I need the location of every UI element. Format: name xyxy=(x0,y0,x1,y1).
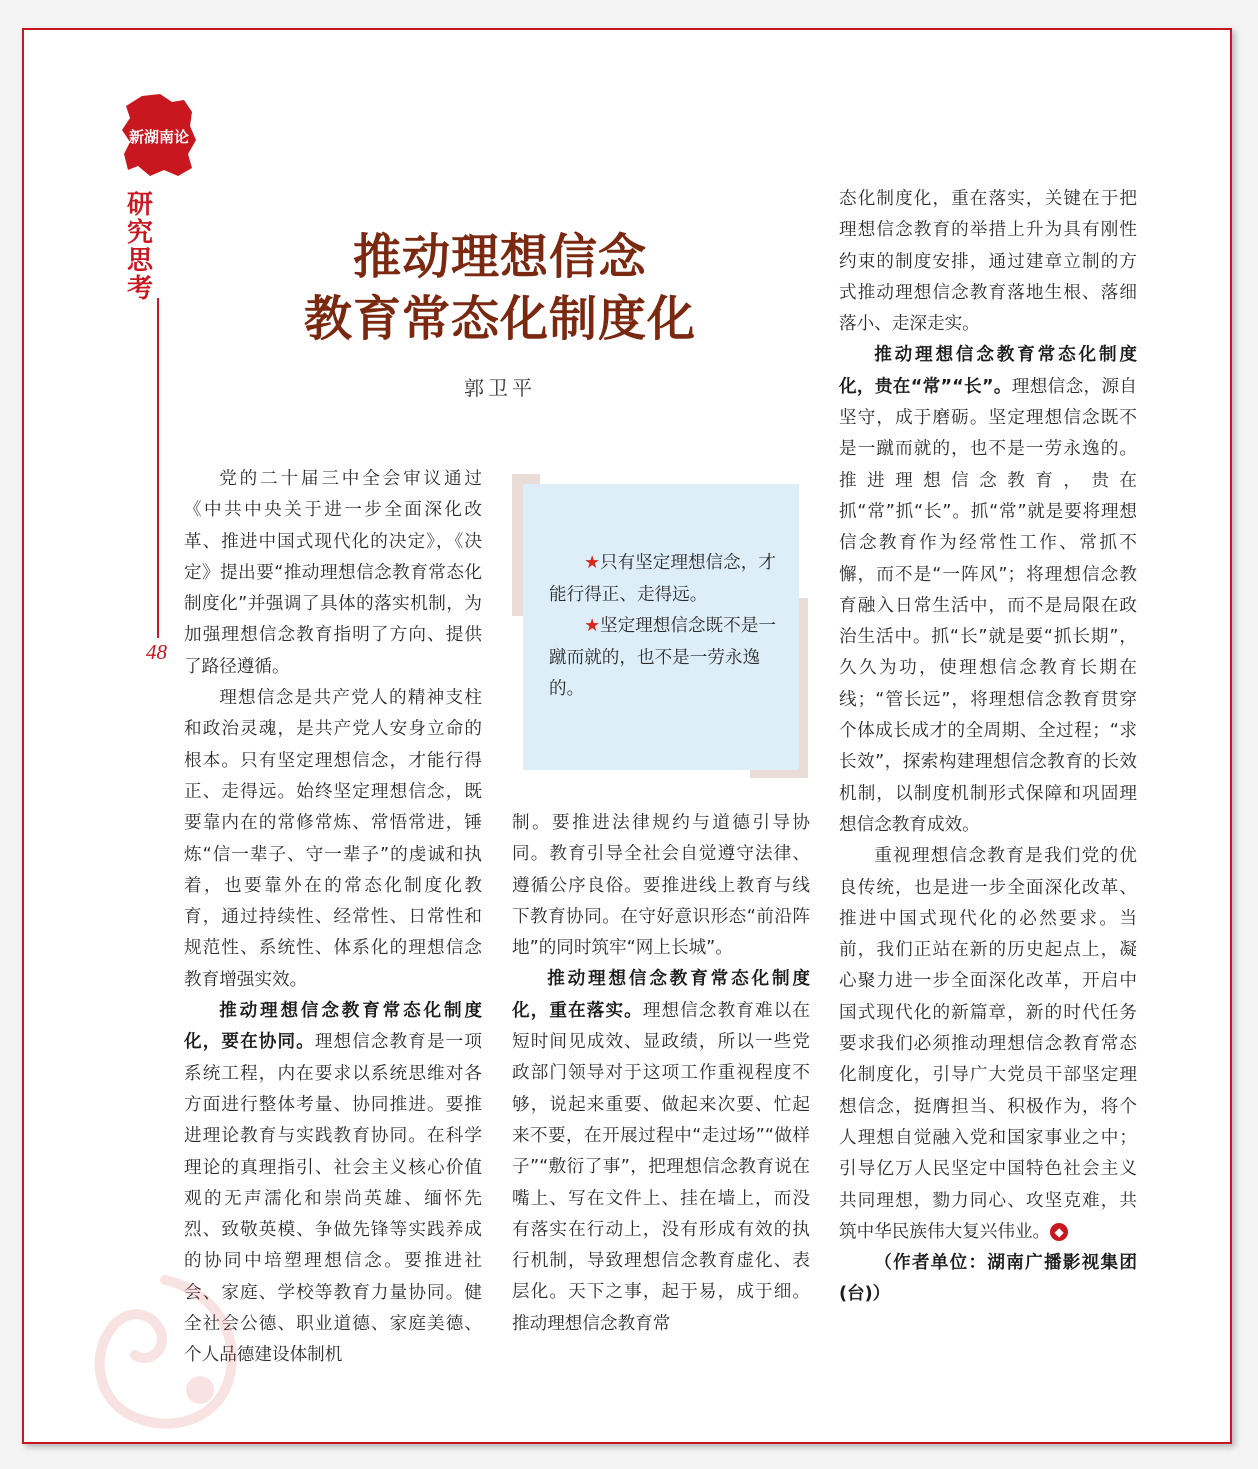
decorative-ornament xyxy=(80,1270,250,1440)
page-number: 48 xyxy=(146,640,167,664)
star-icon: ★ xyxy=(584,553,600,573)
text-column-1 xyxy=(184,464,482,1372)
vertical-rule xyxy=(157,298,159,638)
text-column-3 xyxy=(839,184,1137,1311)
paragraph-text: 重视理想信念教育是我们党的优良传统，也是进一步全面深化改革、推进中国式现代化的必然要求。当前，我们正站在新的历史起点上，凝心聚力进一步全面深化改革，开启中国式现代化的新篇章，新的时代任务要求我们必须推动理想信念教育常态化制度化，引导广大党员干部坚定理想信念，挺膺担当、积极作为，将个人理想自觉融入党和国家事业之中；引导亿万人民坚定中国特色社会主义共同理想，勠力同心、攻坚克难，共筑中华民族伟大复兴伟业。 xyxy=(839,846,1137,1242)
column-label-char: 研 xyxy=(126,189,153,219)
paragraph-text: 理想信念教育是一项系统工程，内在要求以系统思维对各方面进行整体考量、协同推进。要推进理论教育与实践教育协同。在科学理论的真理指引、社会主义核心价值观的无声濡化和崇尚英雄、缅怀先烈、致敬英模、争做先锋等实践养成的协同中培塑理想信念。要推进社会、家庭、学校等教育力量协同。健全社会公德、职业道德、家庭美德、个人品德建设体制机 xyxy=(184,1032,482,1366)
paragraph: 态化制度化，重在落实，关键在于把理想信念教育的举措上升为具有刚性约束的制度安排，通过建章立制的方式推动理想信念教育落地生根、落细落小、走深走实。 xyxy=(839,189,1137,335)
author-unit xyxy=(839,1248,1137,1311)
paragraph-text: 理想信念，源自坚守，成于磨砺。坚定理想信念既不是一蹴而就的，也不是一劳永逸的。推进理想信念教育，贵在抓“常”抓“长”。抓“常”就是要将理想信念教育作为经常性工作、常抓不懈，而不是“一阵风”；将理想信念教育融入日常生活中，而不是局限在政治生活中。抓“长”就是要“抓长期”，久久为功，使理想信念教育长期在线；“管长远”，将理想信念教育贯穿个体成长成才的全周期、全过程；“求长效”，探索构建理想信念教育的长效机制，以制度机制形式保障和巩固理想信念教育成效。 xyxy=(839,376,1137,835)
pull-quote-line xyxy=(549,611,777,706)
column-label-char: 思 xyxy=(126,245,153,275)
paragraph: 理想信念是共产党人的精神支柱和政治灵魂，是共产党人安身立命的根本。只有坚定理想信念，才能行得正、走得远。始终坚定理想信念，既要靠内在的常修常炼、常悟常进，锤炼“信一辈子、守一辈子”的虔诚和执着，也要靠外在的常态化制度化教育，通过持续性、经常性、日常性和规范性、系统性、体系化的理想信念教育增强实效。 xyxy=(184,688,482,990)
title-line-1: 推动理想信念 xyxy=(352,229,647,285)
paragraph xyxy=(512,964,810,1340)
magazine-logo xyxy=(120,92,198,178)
paragraph: 制。要推进法律规约与道德引导协同。教育引导全社会自觉遵守法律、遵循公序良俗。要推进线上教育与线下教育协同。在守好意识形态“前沿阵地”的同时筑牢“网上长城”。 xyxy=(512,813,810,959)
pull-quote-text: 坚定理想信念既不是一蹴而就的，也不是一劳永逸的。 xyxy=(549,616,776,699)
paragraph xyxy=(839,340,1137,841)
author-unit-text: （作者单位：湖南广播影视集团(台)） xyxy=(839,1253,1137,1305)
author-name: 郭卫平 xyxy=(464,376,536,400)
column-label-char: 考 xyxy=(126,273,153,303)
pull-quote-line xyxy=(549,548,777,611)
end-mark-icon: ◆ xyxy=(1050,1223,1068,1241)
paragraph-text: 理想信念教育难以在短时间见成效、显政绩，所以一些党政部门领导对于这项工作重视程度不够，说起来重要、做起来次要、忙起来不要，在开展过程中“走过场”“做样子”“敷衍了事”，把理想信念教育说在嘴上、写在文件上、挂在墙上，而没有落实在行动上，没有形成有效的执行机制，导致理想信念教育虚化、表层化。天下之事，起于易，成于细。推动理想信念教育常 xyxy=(512,1000,810,1334)
logo-calligraphy: 新湖南论 xyxy=(128,128,190,146)
pull-quote-text: 只有坚定理想信念，才能行得正、走得远。 xyxy=(549,553,776,605)
title-line-2: 教育常态化制度化 xyxy=(303,291,696,347)
section-heading: 推动理想信念教育常态化制度化，重在落实。 xyxy=(512,969,810,1021)
paragraph xyxy=(839,841,1137,1248)
article-title xyxy=(230,226,770,350)
star-icon: ★ xyxy=(584,616,600,636)
column-label xyxy=(122,190,158,302)
section-heading: 推动理想信念教育常态化制度化，贵在“常”“长”。 xyxy=(839,345,1137,397)
paragraph: 党的二十届三中全会审议通过《中共中央关于进一步全面深化改革、推进中国式现代化的决定》，《决定》提出要“推动理想信念教育常态化制度化”并强调了具体的落实机制，为加强理想信念教育指明了方向、提供了路径遵循。 xyxy=(184,469,482,677)
pull-quote xyxy=(549,548,777,706)
section-heading: 推动理想信念教育常态化制度化，要在协同。 xyxy=(184,1001,482,1053)
column-label-char: 究 xyxy=(126,217,153,247)
text-column-2 xyxy=(512,808,810,1340)
